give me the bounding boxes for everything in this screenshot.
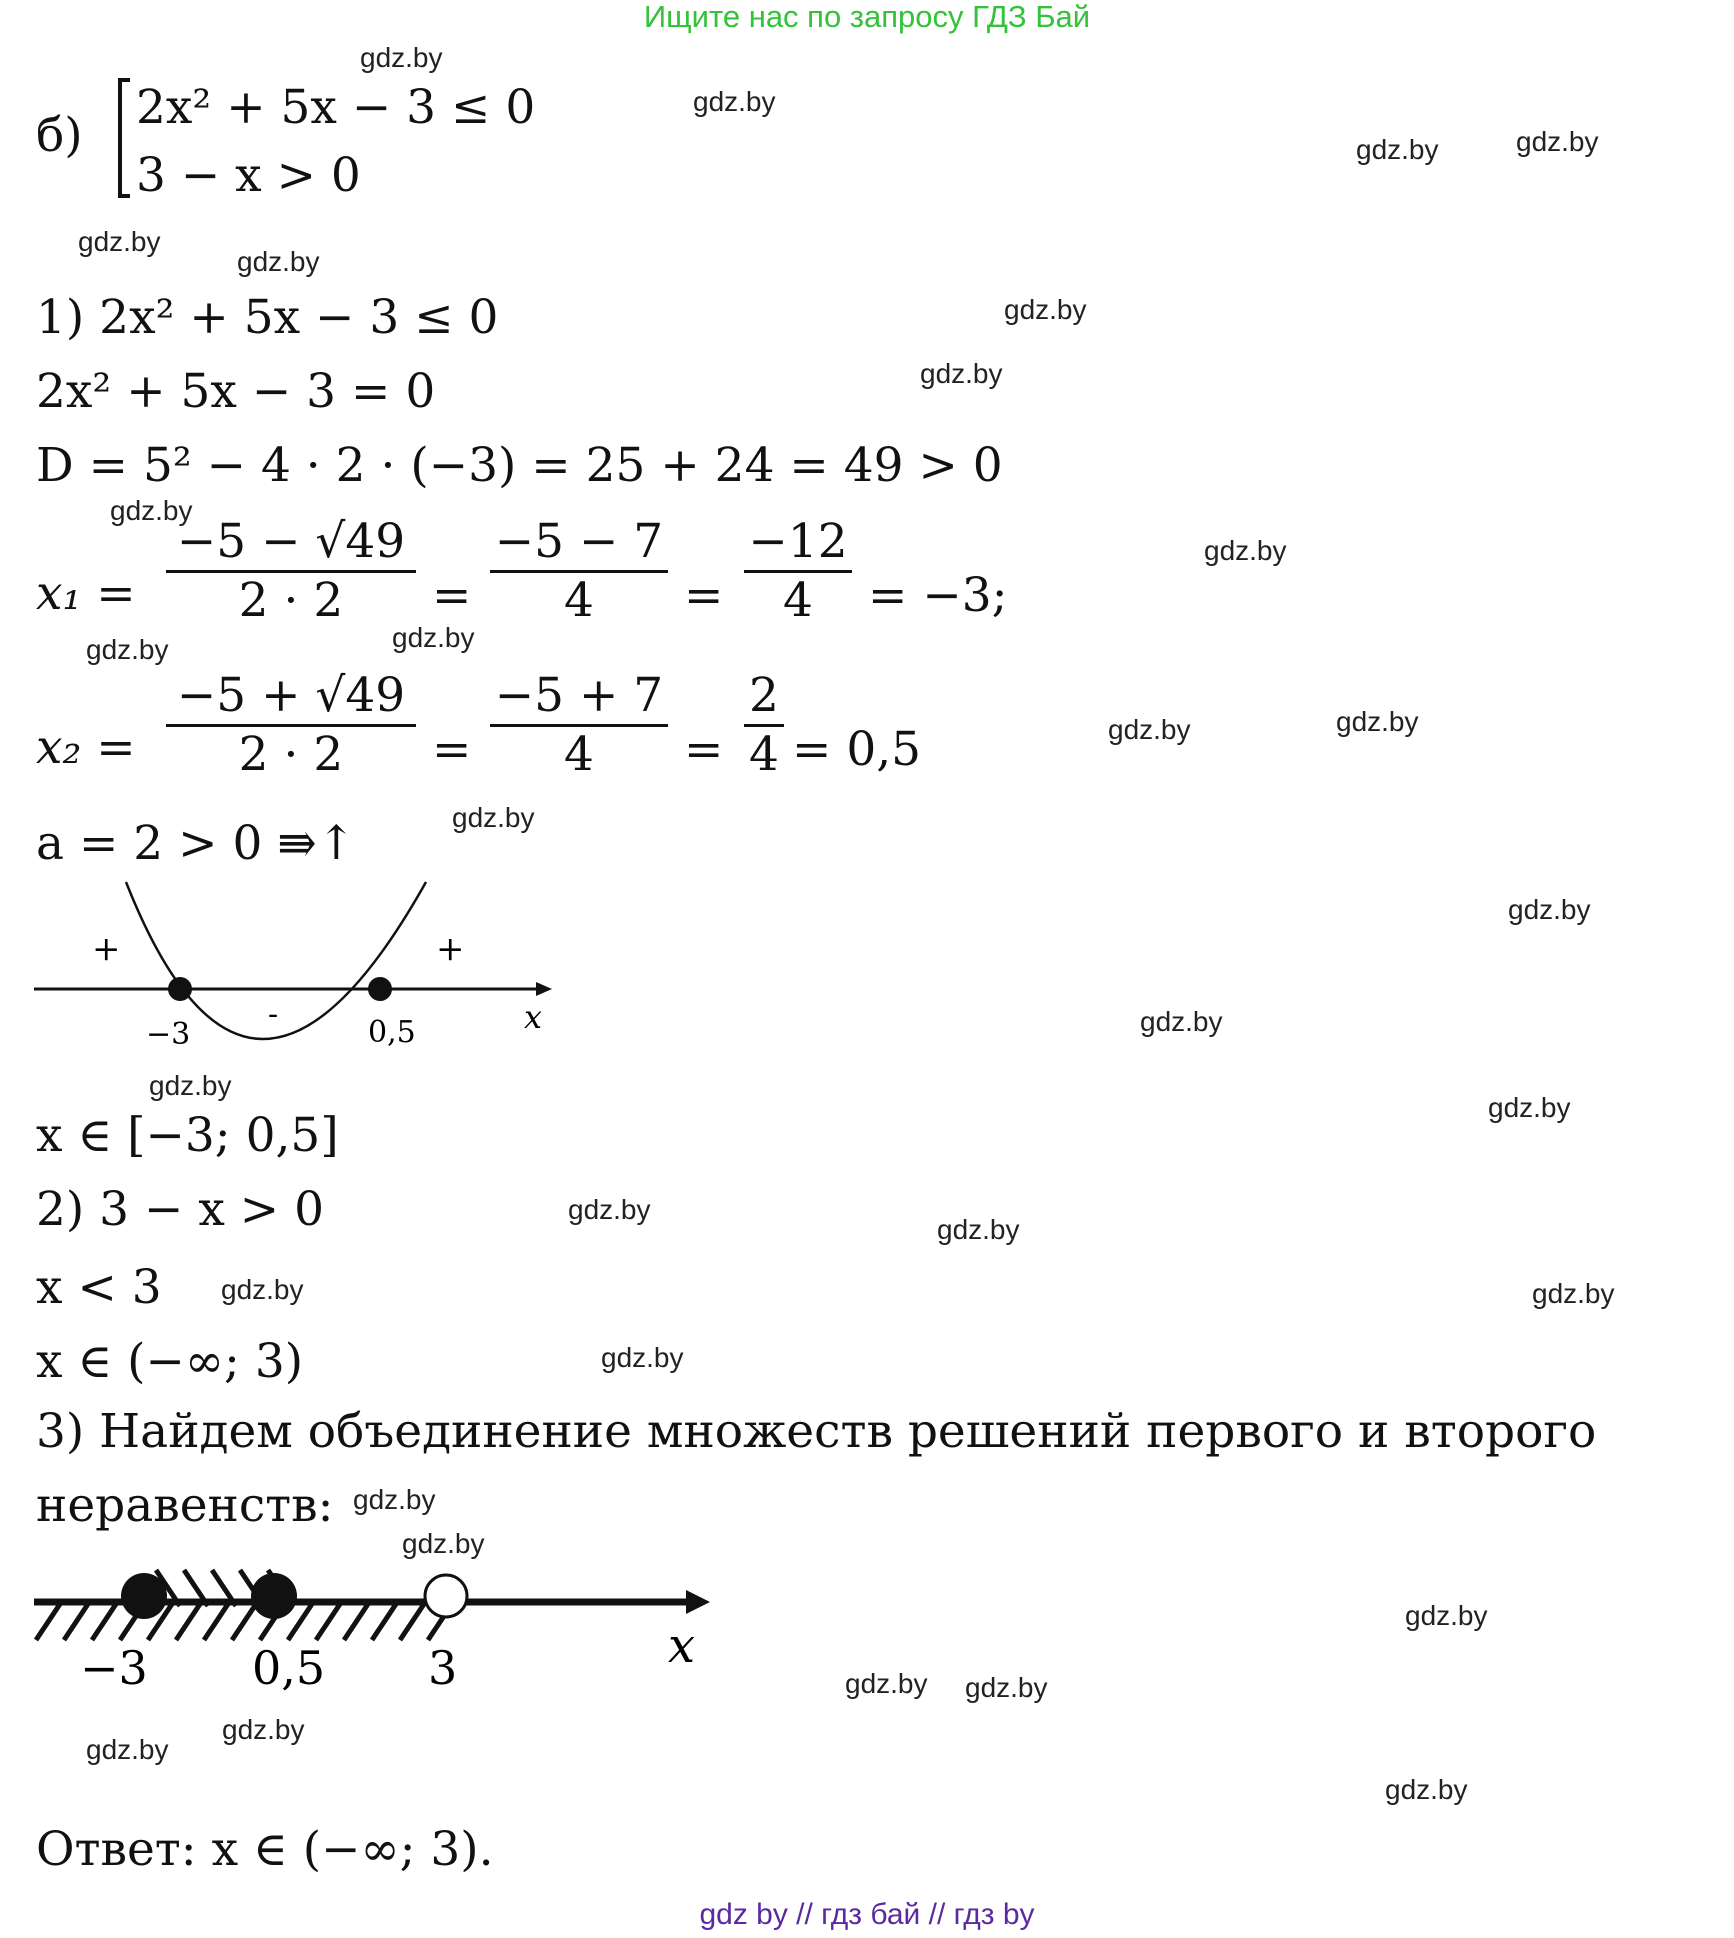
watermark: gdz.by (149, 1070, 232, 1101)
x2-f3-denominator: 4 (749, 727, 779, 782)
step3-text-continued: неравенств: (36, 1478, 334, 1533)
watermark: gdz.by (222, 1714, 305, 1745)
watermark: gdz.by (601, 1342, 684, 1373)
final-answer: Ответ: x ∈ (−∞; 3). (36, 1822, 494, 1877)
step1-equation: 2x² + 5x − 3 = 0 (36, 364, 436, 419)
step2-title: 2) 3 − x > 0 (36, 1182, 325, 1237)
root-point (368, 977, 392, 1001)
x1-fraction-2 (490, 514, 668, 629)
watermark: gdz.by (452, 802, 535, 833)
equals-sign: = (432, 568, 472, 623)
axis-arrow-icon (686, 1590, 710, 1614)
x2-fraction-3 (744, 668, 784, 783)
watermark: gdz.by (1204, 535, 1287, 566)
equals-sign: = (684, 722, 724, 777)
step2-answer: x ∈ (−∞; 3) (36, 1334, 304, 1389)
x2-lhs: x₂ = (36, 720, 136, 775)
root-point (168, 977, 192, 1001)
axis-label: x (524, 998, 543, 1036)
watermark: gdz.by (568, 1194, 651, 1225)
watermark: gdz.by (402, 1528, 485, 1559)
watermark: gdz.by (353, 1484, 436, 1515)
axis-arrow-icon (536, 982, 552, 996)
watermark: gdz.by (693, 86, 776, 117)
watermark: gdz.by (360, 42, 443, 73)
hatching-lower (36, 1604, 448, 1640)
sign-minus: - (268, 997, 279, 1032)
x1-fraction-3 (744, 514, 852, 629)
search-banner[interactable]: Ищите нас по запросу ГДЗ Бай (643, 0, 1091, 34)
watermark: gdz.by (1405, 1600, 1488, 1631)
parabola-graph (30, 876, 560, 1076)
watermark: gdz.by (1385, 1774, 1468, 1805)
axis-label: x (668, 1618, 696, 1674)
x1-fraction-1 (166, 514, 416, 629)
x1-f3-denominator: 4 (783, 573, 813, 628)
union-number-line (30, 1556, 720, 1726)
system-bracket (118, 78, 130, 198)
watermark: gdz.by (110, 495, 193, 526)
x1-result: = −3; (868, 568, 1008, 623)
open-point (425, 1575, 467, 1617)
watermark: gdz.by (965, 1672, 1048, 1703)
system-inequality-1: 2x² + 5x − 3 ≤ 0 (136, 80, 536, 135)
watermark: gdz.by (845, 1668, 928, 1699)
footer-links[interactable]: gdz by // гдз бай // гдз by (699, 1898, 1035, 1931)
watermark: gdz.by (86, 634, 169, 665)
watermark: gdz.by (237, 246, 320, 277)
x1-f1-denominator: 2 · 2 (238, 573, 344, 628)
x2-f1-numerator: −5 + √49 (176, 668, 406, 723)
watermark: gdz.by (920, 358, 1003, 389)
watermark: gdz.by (221, 1274, 304, 1305)
x1-lhs: x₁ = (36, 566, 136, 621)
step2-line: x < 3 (36, 1260, 162, 1315)
point-label-1: −3 (80, 1641, 148, 1695)
root-label-1: −3 (146, 1017, 191, 1052)
watermark: gdz.by (86, 1734, 169, 1765)
leading-coefficient: a = 2 > 0 ⇛↑ (36, 816, 357, 871)
point-label-3: 3 (428, 1641, 458, 1695)
watermark: gdz.by (1488, 1092, 1571, 1123)
watermark: gdz.by (392, 622, 475, 653)
point-label-2: 0,5 (252, 1641, 326, 1695)
x1-f1-numerator: −5 − √49 (176, 514, 406, 569)
step3-text: 3) Найдем объединение множеств решений первого и второго (36, 1404, 1597, 1459)
x2-f2-numerator: −5 + 7 (494, 668, 664, 723)
equals-sign: = (432, 722, 472, 777)
watermark: gdz.by (937, 1214, 1020, 1245)
x2-f3-numerator: 2 (749, 668, 779, 723)
x1-f3-numerator: −12 (748, 514, 848, 569)
x2-fraction-1 (166, 668, 416, 783)
watermark: gdz.by (78, 226, 161, 257)
x2-f1-denominator: 2 · 2 (238, 727, 344, 782)
watermark: gdz.by (1356, 134, 1439, 165)
task-label: б) (36, 108, 83, 163)
closed-point (121, 1573, 167, 1619)
root-label-2: 0,5 (368, 1015, 416, 1050)
watermark: gdz.by (1532, 1278, 1615, 1309)
step1-answer: x ∈ [−3; 0,5] (36, 1108, 339, 1163)
sign-plus-left: + (92, 929, 121, 969)
watermark: gdz.by (1336, 706, 1419, 737)
x1-f2-numerator: −5 − 7 (494, 514, 664, 569)
equals-sign: = (684, 568, 724, 623)
step1-title: 1) 2x² + 5x − 3 ≤ 0 (36, 290, 499, 345)
watermark: gdz.by (1140, 1006, 1223, 1037)
sign-plus-right: + (436, 929, 465, 969)
discriminant: D = 5² − 4 · 2 · (−3) = 25 + 24 = 49 > 0 (36, 438, 1003, 493)
watermark: gdz.by (1108, 714, 1191, 745)
watermark: gdz.by (1508, 894, 1591, 925)
x1-f2-denominator: 4 (564, 573, 594, 628)
x2-result: = 0,5 (792, 722, 922, 777)
x2-f2-denominator: 4 (564, 727, 594, 782)
watermark: gdz.by (1004, 294, 1087, 325)
watermark: gdz.by (1516, 126, 1599, 157)
closed-point (251, 1573, 297, 1619)
x2-fraction-2 (490, 668, 668, 783)
system-inequality-2: 3 − x > 0 (136, 148, 361, 203)
